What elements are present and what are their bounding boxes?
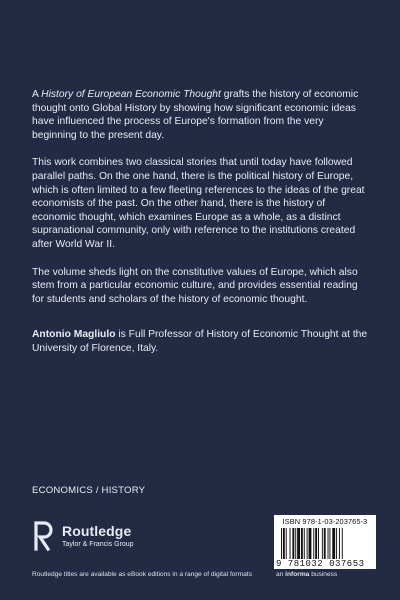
author-bio: Antonio Magliulo is Full Professor of History of Economic Thought at the University of Florence, Italy. xyxy=(32,329,368,354)
publisher-logo xyxy=(32,519,192,555)
ebook-footnote: Routledge titles are available as eBook editions in a range of digital formats xyxy=(32,571,252,578)
blurb-paragraph-1: A History of European Economic Thought grafts the history of economic thought onto Global History by showing how significant economic ideas have influenced the process of Europe's formation from the very beginning to the present day. xyxy=(32,89,359,141)
informa-brand: informa xyxy=(285,571,310,578)
barcode-digits: 9 781032 037653 xyxy=(276,559,365,569)
barcode-bars xyxy=(280,528,370,561)
author-name: Antonio Magliulo xyxy=(32,329,116,341)
isbn-barcode xyxy=(274,515,376,569)
publisher-group: Taylor & Francis Group xyxy=(62,541,134,548)
blurb-paragraph-3: The volume sheds light on the constitutive values of Europe, which also stem from a particular economic culture, and provides essential reading for students and scholars of the history of economic thought. xyxy=(32,266,358,305)
blurb-paragraph-2: This work combines two classical stories that until today have followed parallel paths. On the one hand, there is the political history of Europe, which is often limited to a few fleeting references to the ideas of the great economists of the past. On the other hand, there is the history of economic thought, which examines Europe as a whole, as a distinct supranational community, only with reference to the institutions created after World War II. xyxy=(32,157,365,250)
routledge-r-icon xyxy=(32,519,56,553)
publisher-name: Routledge xyxy=(62,523,132,539)
subject-category: ECONOMICS / HISTORY xyxy=(32,485,146,496)
back-cover-blurb xyxy=(32,88,368,370)
book-title: History of European Economic Thought xyxy=(41,89,221,100)
isbn-label: ISBN 978-1-03-203765-3 xyxy=(282,517,368,526)
informa-business-note: an informa business xyxy=(276,571,338,578)
